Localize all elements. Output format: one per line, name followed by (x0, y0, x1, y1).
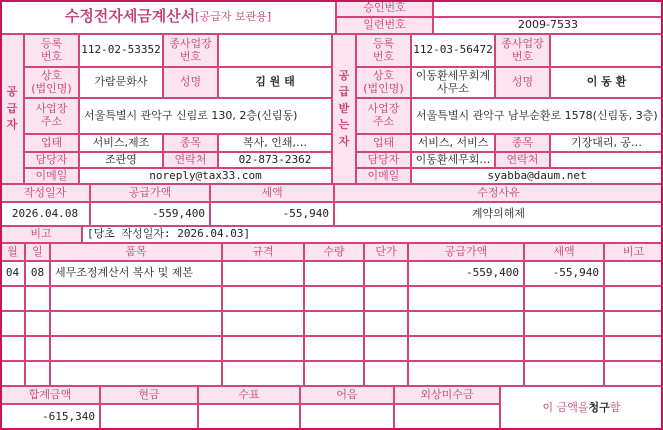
item-month-cell: 04 (0, 261, 25, 286)
col-header-note: 비고 (604, 243, 663, 261)
buyer-side-char: 받 (338, 101, 350, 115)
supplier-reg-no-value: 112-02-53352 (79, 34, 163, 67)
item-qty-cell (304, 261, 364, 286)
item-qty-cell (304, 336, 364, 361)
item-month-cell (0, 336, 25, 361)
buyer-address-label: 사업장 주소 (356, 98, 411, 134)
item-spec-cell (222, 311, 304, 336)
col-header-month: 월 (0, 243, 25, 261)
item-month-cell (0, 311, 25, 336)
supplier-contact-value: 조관영 (79, 152, 163, 168)
supplier-business-type-label: 업태 (24, 134, 79, 152)
item-price-cell (364, 286, 408, 311)
item-note-cell (604, 286, 663, 311)
promissory-note-label: 어음 (300, 386, 394, 404)
cash-value (100, 404, 198, 430)
supplier-side-char: 공 (6, 85, 18, 99)
promissory-note-value (300, 404, 394, 430)
buyer-business-item-value: 기장대리, 공… (550, 134, 663, 152)
claim-text-pre: 이 금액을 (542, 400, 589, 414)
buyer-contact-value: 이동환세무회… (411, 152, 495, 168)
item-note-cell (604, 261, 663, 286)
supply-amount-value: -559,400 (90, 202, 210, 226)
claim-word: 청구 (588, 400, 610, 414)
item-day-cell: 08 (25, 261, 50, 286)
item-name-cell: 세무조정계산서 복사 및 제본 (50, 261, 222, 286)
item-price-cell (364, 336, 408, 361)
item-qty-cell (304, 286, 364, 311)
serial-number-label: 일련번호 (336, 17, 433, 34)
invoice-title-main: 수정전자세금계산서 (64, 7, 196, 26)
buyer-reg-no-label: 등록 번호 (356, 34, 411, 67)
item-name-cell (50, 336, 222, 361)
issue-date-label: 작성일자 (0, 184, 90, 202)
col-header-day: 일 (25, 243, 50, 261)
buyer-side-char: 는 (338, 118, 350, 132)
buyer-name-label: 상호 (법인명) (356, 67, 411, 98)
total-amount-label: 합계금액 (0, 386, 100, 404)
buyer-rep-value: 이 동 환 (550, 67, 663, 98)
item-spec-cell (222, 286, 304, 311)
supplier-address-label: 사업장 주소 (24, 98, 79, 134)
buyer-business-type-label: 업태 (356, 134, 411, 152)
item-note-cell (604, 311, 663, 336)
col-header-spec: 규격 (222, 243, 304, 261)
item-price-cell (364, 311, 408, 336)
serial-number-value: 2009-7533 (433, 17, 663, 34)
supplier-email-value: noreply@tax33.com (79, 168, 332, 184)
item-price-cell (364, 261, 408, 286)
supplier-branch-no-label: 종사업장 번호 (163, 34, 218, 67)
item-spec-cell (222, 261, 304, 286)
item-day-cell (25, 311, 50, 336)
item-supply-cell (408, 336, 524, 361)
supply-amount-label: 공급가액 (90, 184, 210, 202)
approval-number-value (433, 0, 663, 17)
item-supply-cell (408, 311, 524, 336)
item-name-cell (50, 286, 222, 311)
amend-reason-label: 수정사유 (334, 184, 663, 202)
check-label: 수표 (198, 386, 300, 404)
buyer-phone-value (550, 152, 663, 168)
item-note-cell (604, 336, 663, 361)
item-month-cell (0, 361, 25, 386)
claim-text-post: 함 (609, 400, 621, 414)
item-day-cell (25, 336, 50, 361)
supplier-business-item-label: 종목 (163, 134, 218, 152)
item-day-cell (25, 286, 50, 311)
claim-statement (500, 386, 663, 430)
supplier-rep-value: 김 원 태 (218, 67, 332, 98)
item-month-cell (0, 286, 25, 311)
item-price-cell (364, 361, 408, 386)
buyer-address-value: 서울특별시 관악구 남부순환로 1578(신림동, 3층) (411, 98, 663, 134)
buyer-side-label (332, 34, 356, 184)
buyer-contact-label: 담당자 (356, 152, 411, 168)
buyer-email-value: syabba@daum.net (411, 168, 663, 184)
buyer-business-item-label: 종목 (495, 134, 550, 152)
supplier-name-value: 가람문화사 (79, 67, 163, 98)
col-header-tax: 세액 (524, 243, 604, 261)
supplier-reg-no-label: 등록 번호 (24, 34, 79, 67)
supplier-phone-value: 02-873-2362 (218, 152, 332, 168)
item-tax-cell: -55,940 (524, 261, 604, 286)
item-spec-cell (222, 361, 304, 386)
cash-label: 현금 (100, 386, 198, 404)
supplier-email-label: 이메일 (24, 168, 79, 184)
buyer-name-value: 이동환세무회계사무소 (411, 67, 495, 98)
supplier-contact-label: 담당자 (24, 152, 79, 168)
buyer-side-char: 자 (338, 134, 350, 148)
buyer-phone-label: 연락처 (495, 152, 550, 168)
supplier-side-char: 급 (6, 101, 18, 115)
approval-number-label: 승인번호 (336, 0, 433, 17)
buyer-rep-label: 성명 (495, 67, 550, 98)
supplier-name-label: 상호 (법인명) (24, 67, 79, 98)
item-name-cell (50, 311, 222, 336)
col-header-supply: 공급가액 (408, 243, 524, 261)
item-tax-cell (524, 311, 604, 336)
supplier-business-type-value: 서비스,제조 (79, 134, 163, 152)
credit-label: 외상미수금 (394, 386, 500, 404)
item-spec-cell (222, 336, 304, 361)
supplier-phone-label: 연락처 (163, 152, 218, 168)
buyer-reg-no-value: 112-03-56472 (411, 34, 495, 67)
remark-label: 비고 (0, 226, 82, 243)
item-day-cell (25, 361, 50, 386)
supplier-business-item-value: 복사, 인쇄,… (218, 134, 332, 152)
item-supply-cell: -559,400 (408, 261, 524, 286)
buyer-side-char: 공 (338, 68, 350, 82)
supplier-rep-label: 성명 (163, 67, 218, 98)
item-tax-cell (524, 336, 604, 361)
invoice-title (0, 0, 336, 34)
credit-value (394, 404, 500, 430)
total-amount-value: -615,340 (0, 404, 100, 430)
tax-amount-value: -55,940 (210, 202, 334, 226)
invoice-title-sub: [공급자 보관용] (195, 9, 272, 23)
item-name-cell (50, 361, 222, 386)
item-qty-cell (304, 361, 364, 386)
col-header-unit-price: 단가 (364, 243, 408, 261)
supplier-branch-no-value (218, 34, 332, 67)
tax-amount-label: 세액 (210, 184, 334, 202)
remark-value: [당초 작성일자: 2026.04.03] (82, 226, 663, 243)
item-tax-cell (524, 286, 604, 311)
buyer-branch-no-label: 종사업장 번호 (495, 34, 550, 67)
item-supply-cell (408, 286, 524, 311)
buyer-email-label: 이메일 (356, 168, 411, 184)
supplier-address-value: 서울특별시 관악구 신림로 130, 2층(신림동) (79, 98, 332, 134)
col-header-item-name: 품목 (50, 243, 222, 261)
buyer-business-type-value: 서비스, 서비스 (411, 134, 495, 152)
issue-date-value: 2026.04.08 (0, 202, 90, 226)
buyer-branch-no-value (550, 34, 663, 67)
buyer-side-char: 급 (338, 85, 350, 99)
item-tax-cell (524, 361, 604, 386)
check-value (198, 404, 300, 430)
supplier-side-label (0, 34, 24, 184)
supplier-side-char: 자 (6, 118, 18, 132)
item-note-cell (604, 361, 663, 386)
amend-reason-value: 계약의해제 (334, 202, 663, 226)
item-qty-cell (304, 311, 364, 336)
item-supply-cell (408, 361, 524, 386)
col-header-quantity: 수량 (304, 243, 364, 261)
